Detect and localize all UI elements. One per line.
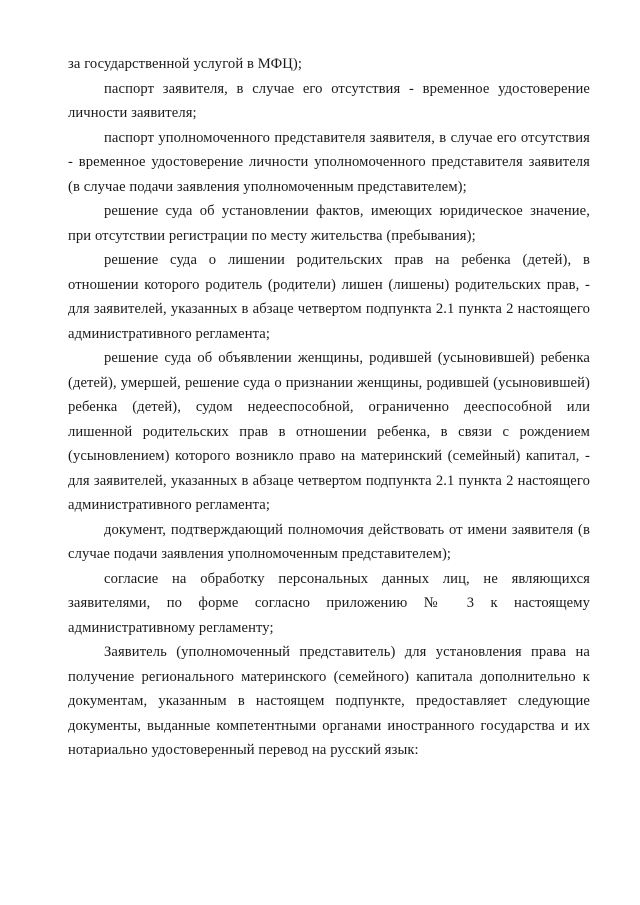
paragraph-court-decision-parental-rights: решение суда о лишении родительских прав на ребенка (детей), в отношении которого родитель (родители) лишен (лишены) родительских прав, - для заявителей, указанных в абзаце четвертом подпункта 2.1 пункта 2 настоящего административного регламента; (68, 252, 590, 342)
paragraph-representative-passport: паспорт уполномоченного представителя заявителя, в случае его отсутствия - временное удостоверение личности уполномоченного представителя заявителя (в случае подачи заявления уполномоченным представителем); (68, 129, 590, 195)
document-body (68, 52, 590, 763)
paragraph-court-decision-facts: решение суда об установлении фактов, имеющих юридическое значение, при отсутствии регистрации по месту жительства (пребывания); (68, 203, 590, 244)
paragraph-applicant-passport: паспорт заявителя, в случае его отсутствия - временное удостоверение личности заявителя; (68, 80, 590, 121)
paragraph-authority-document: документ, подтверждающий полномочия действовать от имени заявителя (в случае подачи заявления уполномоченным представителем); (68, 521, 590, 562)
paragraph-mfc-continuation: за государственной услугой в МФЦ); (68, 56, 302, 72)
paragraph-foreign-documents: Заявитель (уполномоченный представитель) для установления права на получение регионального материнского (семейного) капитала дополнительно к документам, указанным в настоящем подпункте, предоставляет следующие документы, выданные компетентными органами иностранного государства и их нотариально удостоверенный перевод на русский язык: (68, 644, 590, 758)
paragraph-personal-data-consent: согласие на обработку персональных данных лиц, не являющихся заявителями, по форме согласно приложению № 3 к настоящему административному регламенту; (68, 570, 590, 636)
paragraph-court-decision-mother: решение суда об объявлении женщины, родившей (усыновившей) ребенка (детей), умершей, решение суда о признании женщины, родившей (усыновившей) ребенка (детей), судом недееспособной, ограниченно дееспособной или лишенной родительских прав в отношении ребенка, в связи с рождением (усыновлением) которого возникло право на материнский (семейный) капитал, - для заявителей, указанных в абзаце четвертом подпункта 2.1 пункта 2 настоящего административного регламента; (68, 350, 590, 513)
